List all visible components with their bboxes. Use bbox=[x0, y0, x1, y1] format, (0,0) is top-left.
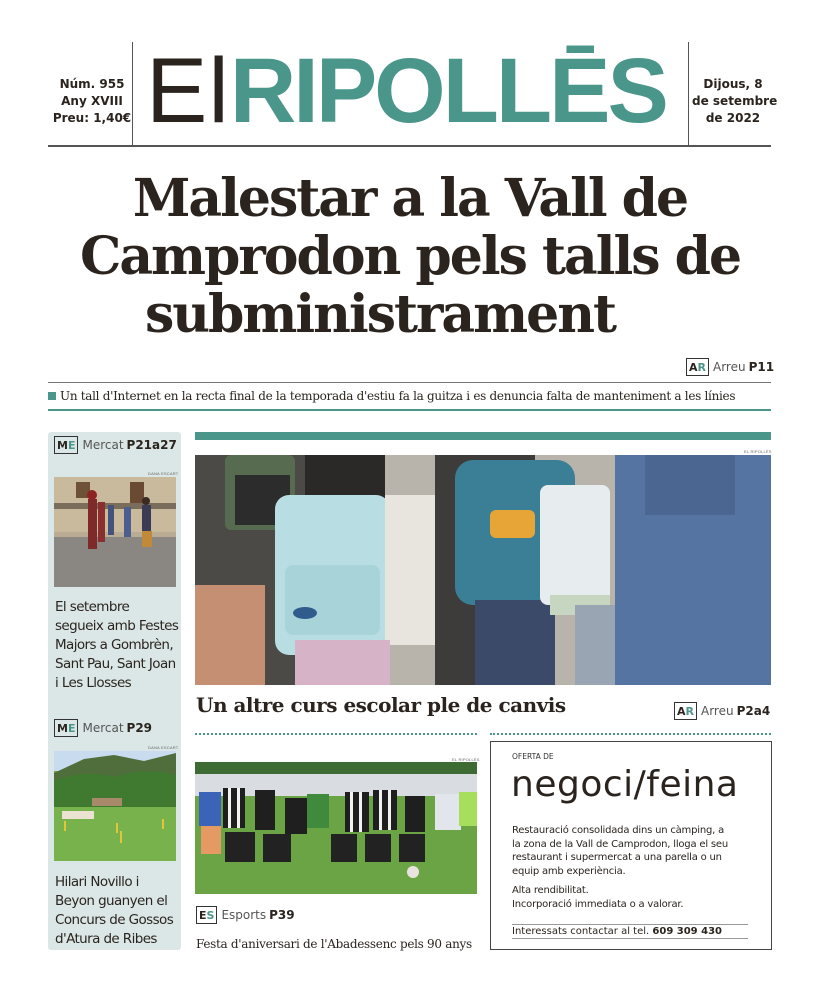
main-story-headline[interactable]: Un altre curs escolar ple de canvis bbox=[196, 693, 566, 717]
sheepdog-contest-photo[interactable] bbox=[54, 751, 176, 861]
code-letter: R bbox=[685, 704, 694, 718]
sidebar-story-title[interactable] bbox=[55, 598, 180, 693]
code-letter: E bbox=[67, 721, 76, 735]
ad-body-line: Incorporació immediata o a valorar. bbox=[512, 898, 684, 910]
title-line: Hilari Novillo i bbox=[55, 874, 139, 890]
code-letter: E bbox=[67, 438, 76, 452]
code-letter: M bbox=[57, 438, 68, 452]
children-image bbox=[195, 455, 771, 685]
photo-credit: EL RIPOLLÈS bbox=[744, 449, 772, 454]
headline-line: Camprodon pels talls de bbox=[79, 226, 741, 287]
ad-body-line: equip amb experiència. bbox=[512, 865, 626, 877]
section-name: Mercat bbox=[82, 721, 124, 735]
ad-body-line: restaurant i supermercat a una parella o un bbox=[512, 852, 722, 863]
section-code-badge bbox=[686, 358, 709, 376]
football-team-photo[interactable] bbox=[195, 762, 477, 894]
issue-price: Preu: 1,40€ bbox=[52, 111, 132, 125]
masthead-divider-right bbox=[688, 42, 689, 146]
issue-year: Any XVIII bbox=[61, 94, 123, 108]
photo-credit: DANA ESCART bbox=[148, 745, 179, 750]
main-story-top-bar bbox=[195, 432, 771, 440]
title-line: d'Atura de Ribes bbox=[55, 931, 157, 947]
section-name: Mercat bbox=[82, 438, 124, 452]
subhead-top-rule bbox=[48, 382, 771, 383]
logo-prefix: El bbox=[146, 42, 230, 140]
subhead-text: Un tall d'Internet en la recta final de la temporada d'estiu fa la guitza i es denuncia falta de manteniment a les línies bbox=[60, 389, 736, 403]
title-line: Beyon guanyen el bbox=[55, 893, 168, 909]
masthead-divider-left bbox=[132, 42, 133, 146]
ad-contact bbox=[512, 924, 748, 939]
ad-body-line: Restauració consolidada dins un càmping, a bbox=[512, 825, 725, 836]
issue-info bbox=[52, 76, 132, 127]
title-line: Sant Pau, Sant Joan bbox=[55, 656, 176, 672]
code-letter: A bbox=[677, 704, 686, 718]
photo-credit: EL RIPOLLÈS bbox=[452, 757, 480, 762]
section-code-badge bbox=[54, 719, 78, 737]
title-line: segueix amb Festes bbox=[55, 618, 179, 634]
dotted-divider bbox=[490, 733, 771, 735]
section-code-badge bbox=[54, 436, 78, 454]
lead-subhead bbox=[48, 389, 735, 403]
dotted-divider bbox=[195, 733, 477, 735]
school-backpacks-photo[interactable] bbox=[195, 455, 771, 685]
section-name: Arreu bbox=[701, 704, 734, 718]
headline-line: subministrament bbox=[144, 284, 616, 345]
section-tag-arreu[interactable] bbox=[674, 702, 770, 720]
page-ref: P2a4 bbox=[736, 704, 771, 718]
section-code-badge bbox=[674, 702, 697, 720]
subhead-bottom-rule bbox=[48, 409, 771, 411]
issue-number: Núm. 955 bbox=[59, 77, 125, 91]
title-line: Majors a Gombrèn, bbox=[55, 637, 174, 653]
title-line: i Les Llosses bbox=[55, 675, 132, 691]
code-letter: S bbox=[206, 908, 215, 922]
section-name: Esports bbox=[221, 908, 267, 922]
team-image bbox=[195, 762, 477, 894]
dancers-image bbox=[54, 477, 176, 587]
page-ref: P11 bbox=[748, 360, 775, 374]
ad-title: negoci/feina bbox=[511, 764, 739, 805]
code-letter: M bbox=[57, 721, 68, 735]
sidebar-tag-mercat[interactable] bbox=[54, 436, 177, 454]
code-letter: A bbox=[689, 360, 698, 374]
section-code-badge bbox=[196, 906, 217, 924]
section-tag-esports[interactable] bbox=[196, 906, 295, 924]
classified-ad[interactable] bbox=[490, 741, 772, 950]
ad-body-line: la zona de la Vall de Camprodon, lloga el seu bbox=[512, 838, 728, 850]
ad-kicker: OFERTA DE bbox=[512, 752, 554, 761]
section-name: Arreu bbox=[713, 360, 746, 374]
lead-headline[interactable] bbox=[30, 170, 790, 344]
headline-line: Malestar a la Vall de bbox=[132, 168, 688, 229]
contact-phone[interactable]: 609 309 430 bbox=[652, 926, 722, 937]
date-line: de 2022 bbox=[705, 111, 761, 125]
page-ref: P39 bbox=[269, 908, 295, 922]
title-line: Concurs de Gossos bbox=[55, 912, 174, 928]
title-line: El setembre bbox=[55, 599, 130, 615]
newspaper-logo[interactable] bbox=[146, 42, 684, 140]
photo-credit: DANA ESCART bbox=[148, 471, 179, 476]
date-line: Dijous, 8 bbox=[703, 77, 763, 91]
festa-major-photo[interactable] bbox=[54, 477, 176, 587]
field-image bbox=[54, 751, 176, 861]
issue-date bbox=[692, 76, 778, 127]
sidebar-tag-mercat[interactable] bbox=[54, 719, 152, 737]
contact-label: Interessats contactar al tel. bbox=[512, 926, 650, 937]
page-ref: P29 bbox=[126, 721, 153, 735]
logo-name: RIPOLLĒS bbox=[229, 42, 666, 140]
sports-story-caption[interactable]: Festa d'aniversari de l'Abadessenc pels 90 anys bbox=[196, 937, 472, 951]
ad-body bbox=[512, 824, 767, 911]
sidebar-story-title[interactable] bbox=[55, 873, 180, 949]
masthead-rule bbox=[48, 145, 771, 147]
bullet-square-icon bbox=[48, 392, 56, 400]
section-tag-arreu[interactable] bbox=[686, 358, 774, 376]
page-ref: P21a27 bbox=[126, 438, 177, 452]
code-letter: E bbox=[199, 908, 207, 922]
code-letter: R bbox=[697, 360, 706, 374]
ad-body-line: Alta rendibilitat. bbox=[512, 885, 589, 896]
date-line: de setembre bbox=[692, 94, 778, 108]
